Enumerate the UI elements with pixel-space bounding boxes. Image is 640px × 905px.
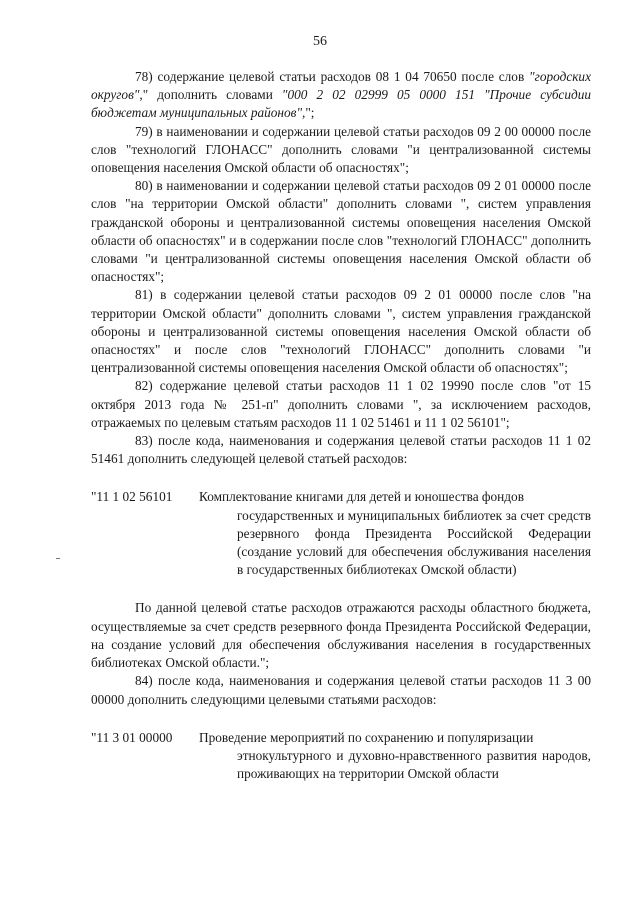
item-80: 80) в наименовании и содержании целевой статьи расходов 09 2 01 00000 после слов "на территории Омской области" дополнить словами ", систем управления гражданской обороны и централизованной системы оповещения населения Омской области об опасностях" и в содержании после слов "технологий ГЛОНАСС" дополнить словами "и централизованной системы оповещения населения Омской области об опасностях";	[91, 178, 591, 285]
entry-description	[199, 488, 591, 579]
item-82: 82) содержание целевой статьи расходов 11 1 02 19990 после слов "от 15 октября 2013 года № 251-п" дополнить словами ", за исключением расходов, отражаемых по целевым статьям расходов 11 1 02 51461 и 11 1 02 56101";	[91, 378, 591, 430]
entry-explanation: По данной целевой статье расходов отражаются расходы областного бюджета, осуществляемые за счет средств резервного фонда Президента Российской Федерации, на создание условий для обеспечения обслуживания населения в государственных библиотеках Омской области.";	[91, 600, 591, 671]
entry-code: "11 1 02 56101	[91, 489, 173, 505]
item-79: 79) в наименовании и содержании целевой статьи расходов 09 2 00 00000 после слов "технологий ГЛОНАСС" дополнить словами "и централизованной системы оповещения населения Омской области об опасностях";	[91, 123, 591, 176]
item-84: 84) после кода, наименования и содержания целевой статьи расходов 11 3 00 00000 дополнить следующими целевыми статьями расходов:	[91, 673, 591, 707]
entry-code: "11 3 01 00000	[91, 729, 173, 745]
entry-description-rest: этнокультурного и духовно-нравственного развития народов, проживающих на территории Омской области	[237, 747, 591, 782]
item-78	[91, 68, 591, 123]
item-78-quote-1: "городских округов",	[91, 69, 591, 103]
item-78-quote-2: "000 2 02 02999 05 0000 151 "Прочие субсидии бюджетам муниципальных районов",	[91, 87, 591, 121]
item-81: 81) в содержании целевой статьи расходов 09 2 01 00000 после слов "на территории Омской области" дополнить словами ", систем управления гражданской обороны и централизованной системы оповещения населения Омской области об опасностях" и после слов "технологий ГЛОНАСС" дополнить словами "и централизованной системы оповещения населения Омской области об опасностях";	[91, 287, 591, 376]
entry-description-rest: государственных и муниципальных библиотек за счет средств резервного фонда Президента Российской Федерации (создание условий для обеспечения обслуживания населения в государственных библиотеках Омской области)	[237, 507, 591, 578]
page-number: 56	[313, 34, 327, 49]
budget-entry-11-1-02-56101	[91, 488, 591, 579]
margin-mark	[56, 558, 60, 559]
document-body	[91, 68, 591, 803]
entry-description-first: Проведение мероприятий по сохранению и популяризации	[199, 729, 534, 745]
entry-description-first: Комплектование книгами для детей и юношества фондов	[199, 489, 524, 505]
item-78-lead: 78) содержание целевой статьи расходов 08 1 04 70650 после слов	[135, 69, 530, 84]
item-83: 83) после кода, наименования и содержания целевой статьи расходов 11 1 02 51461 дополнить следующей целевой статьей расходов:	[91, 433, 591, 467]
item-78-mid: " дополнить словами	[142, 87, 282, 103]
budget-entry-11-3-01-00000	[91, 729, 591, 784]
entry-description	[199, 729, 591, 784]
item-78-tail: ";	[305, 105, 315, 121]
